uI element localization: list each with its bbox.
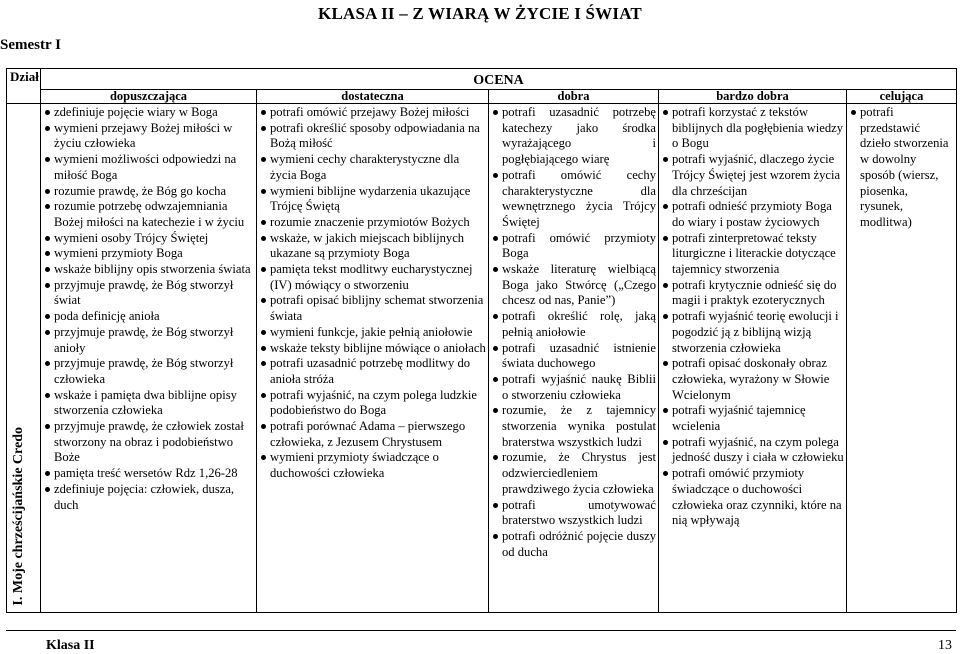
- section-cell: [7, 104, 41, 613]
- requirement-item: rozumie potrzebę odwzajemniania Bożej miłości na katechezie i w życiu: [54, 199, 254, 230]
- requirement-item: potrafi porównać Adama – pierwszego człowieka, z Jezusem Chrystusem: [270, 419, 486, 450]
- grade-header: celująca: [847, 90, 957, 104]
- requirement-item: potrafi umotywować braterstwo wszystkich ludzi: [502, 497, 656, 528]
- requirements-cell: [41, 104, 257, 613]
- requirement-item: potrafi przedstawić dzieło stworzenia w dowolny sposób (wiersz, piosenka, rysunek, modlitwa): [860, 105, 954, 231]
- requirement-item: potrafi omówić przymioty świadczące o duchowości człowieka oraz czynniki, które na nią wpływają: [672, 466, 844, 529]
- requirement-item: rozumie prawdę, że Bóg go kocha: [54, 184, 254, 200]
- requirement-item: potrafi uzasadnić potrzebę modlitwy do anioła stróża: [270, 356, 486, 387]
- requirement-item: wymieni przymioty świadczące o duchowości człowieka: [270, 450, 486, 481]
- requirement-item: wymieni biblijne wydarzenia ukazujące Trójcę Świętą: [270, 184, 486, 215]
- requirement-item: rozumie, że Chrystus jest odzwierciedleniem prawdziwego życia człowieka: [502, 450, 656, 496]
- footer-class-label: Klasa II: [46, 638, 95, 653]
- column-header-dzial: Dział: [7, 69, 41, 104]
- requirement-item: potrafi odróżnić pojęcie duszy od ducha: [502, 528, 656, 559]
- requirements-cell: [257, 104, 489, 613]
- requirement-item: poda definicję anioła: [54, 309, 254, 325]
- requirement-item: potrafi odnieść przymioty Boga do wiary i postaw życiowych: [672, 199, 844, 230]
- requirement-item: potrafi krytycznie odnieść się do magii i praktyk ezoterycznych: [672, 278, 844, 309]
- requirement-item: wymieni osoby Trójcy Świętej: [54, 231, 254, 247]
- requirement-item: rozumie, że z tajemnicy stworzenia wynika postulat braterstwa wszystkich ludzi: [502, 403, 656, 449]
- requirement-item: przyjmuje prawdę, że Bóg stworzył świat: [54, 278, 254, 309]
- requirement-item: wskaże teksty biblijne mówiące o aniołach: [270, 340, 486, 355]
- requirements-cell: [489, 104, 659, 613]
- footer-divider: [6, 630, 956, 631]
- grade-header: bardzo dobra: [659, 90, 847, 104]
- requirement-item: rozumie znaczenie przymiotów Bożych: [270, 215, 486, 231]
- column-header-ocena: OCENA: [41, 69, 957, 90]
- requirement-item: wymieni przejawy Bożej miłości w życiu człowieka: [54, 121, 254, 152]
- requirement-item: potrafi zinterpretować teksty liturgiczne i literackie dotyczące tajemnicy stworzenia: [672, 231, 844, 278]
- section-title: I. Moje chrześcijańskie Credo: [11, 427, 26, 606]
- requirement-item: zdefiniuje pojęcie wiary w Boga: [54, 105, 254, 121]
- requirement-item: potrafi wyjaśnić, dlaczego życie Trójcy Świętej jest wzorem życia dla chrześcijan: [672, 152, 844, 199]
- requirements-list: [259, 105, 486, 482]
- grade-header: dostateczna: [257, 90, 489, 104]
- requirement-item: przyjmuje prawdę, że człowiek został stworzony na obraz i podobieństwo Boże: [54, 419, 254, 466]
- requirement-item: przyjmuje prawdę, że Bóg stworzył anioły: [54, 325, 254, 356]
- requirement-item: wymieni możliwości odpowiedzi na miłość Boga: [54, 152, 254, 183]
- requirement-item: potrafi wyjaśnić, na czym polega jedność duszy i ciała w człowieku: [672, 434, 844, 465]
- requirements-cell: [659, 104, 847, 613]
- requirement-item: potrafi omówić cechy charakterystyczne dla wewnętrznego życia Trójcy Świętej: [502, 167, 656, 229]
- requirement-item: zdefiniuje pojęcia: człowiek, dusza, duch: [54, 482, 254, 513]
- requirements-list: [849, 105, 954, 231]
- requirement-item: potrafi opisać biblijny schemat stworzenia świata: [270, 293, 486, 324]
- grade-header: dopuszczająca: [41, 90, 257, 104]
- requirement-item: potrafi określić sposoby odpowiadania na Bożą miłość: [270, 121, 486, 152]
- requirement-item: pamięta treść wersetów Rdz 1,26-28: [54, 466, 254, 482]
- semester-label: Semestr I: [0, 37, 61, 53]
- requirements-list: [491, 105, 656, 560]
- requirement-item: wymieni przymioty Boga: [54, 246, 254, 262]
- requirement-item: potrafi opisać doskonały obraz człowieka, wyrażony w Słowie Wcielonym: [672, 356, 844, 403]
- requirement-item: potrafi uzasadnić istnienie świata duchowego: [502, 340, 656, 371]
- requirement-item: pamięta tekst modlitwy eucharystycznej (IV) mówiący o stworzeniu: [270, 262, 486, 293]
- requirement-item: potrafi korzystać z tekstów biblijnych dla pogłębienia wiedzy o Bogu: [672, 105, 844, 151]
- requirement-item: potrafi określić rolę, jaką pełnią aniołowie: [502, 309, 656, 339]
- requirement-item: potrafi uzasadnić potrzebę katechezy jako środka wyrażającego i pogłębiającego wiarę: [502, 105, 656, 167]
- requirements-list: [43, 105, 254, 513]
- requirement-item: potrafi omówić przymioty Boga: [502, 230, 656, 261]
- requirement-item: potrafi wyjaśnić tajemnicę wcielenia: [672, 403, 844, 434]
- requirement-item: wymieni funkcje, jakie pełnią aniołowie: [270, 325, 486, 341]
- requirement-item: wskaże, w jakich miejscach biblijnych ukazane są przymioty Boga: [270, 231, 486, 262]
- requirement-item: wymieni cechy charakterystyczne dla życia Boga: [270, 152, 486, 183]
- requirement-item: potrafi wyjaśnić teorię ewolucji i pogodzić ją z biblijną wizją stworzenia człowieka: [672, 309, 844, 356]
- requirements-list: [661, 105, 844, 529]
- requirement-item: wskaże literaturę wielbiącą Boga jako Stwórcę („Czego chcesz od nas, Panie”): [502, 262, 656, 308]
- requirement-item: potrafi wyjaśnić, na czym polega ludzkie podobieństwo do Boga: [270, 388, 486, 419]
- requirement-item: potrafi omówić przejawy Bożej miłości: [270, 105, 486, 121]
- requirement-item: wskaże biblijny opis stworzenia świata: [54, 262, 254, 278]
- requirement-item: potrafi wyjaśnić naukę Biblii o stworzeniu człowieka: [502, 371, 656, 402]
- requirement-item: wskaże i pamięta dwa biblijne opisy stworzenia człowieka: [54, 388, 254, 419]
- curriculum-table: [6, 68, 957, 613]
- requirement-item: przyjmuje prawdę, że Bóg stworzył człowieka: [54, 356, 254, 387]
- grade-header: dobra: [489, 90, 659, 104]
- page-title: KLASA II – Z WIARĄ W ŻYCIE I ŚWIAT: [318, 4, 642, 23]
- page-number: 13: [938, 638, 952, 653]
- requirements-cell: [847, 104, 957, 613]
